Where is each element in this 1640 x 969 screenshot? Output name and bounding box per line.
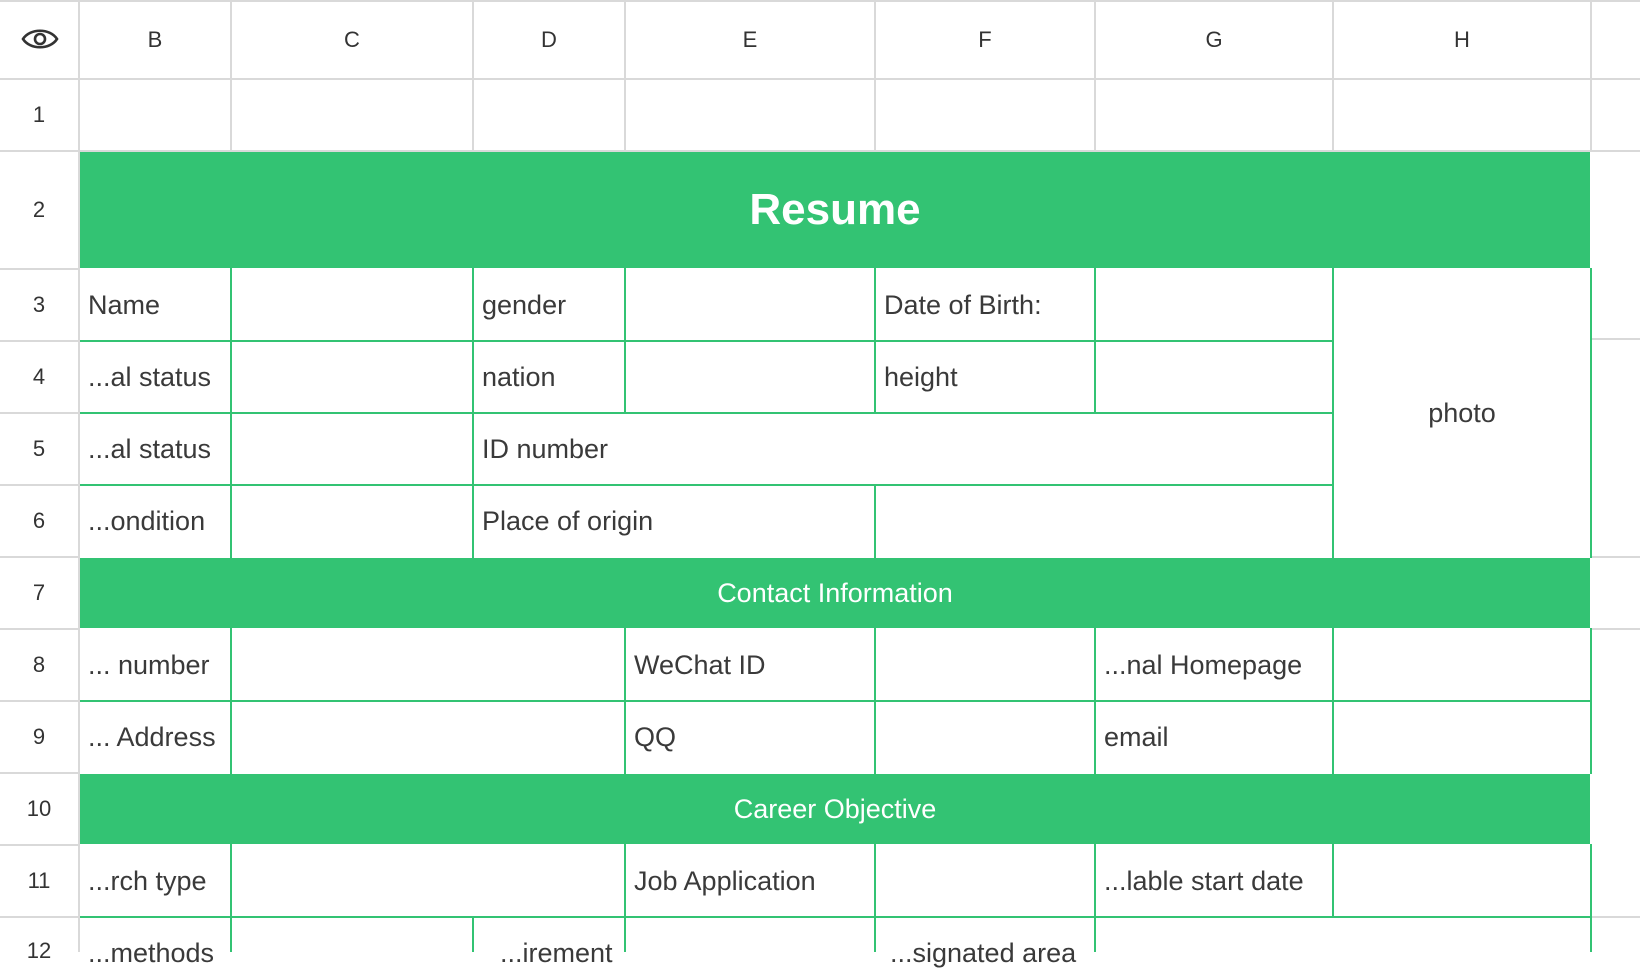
grid-line [230, 0, 232, 152]
grid-line [1332, 0, 1334, 152]
column-header-d[interactable]: D [541, 27, 557, 52]
grid-line [1590, 628, 1640, 630]
grid-line [0, 628, 80, 630]
nation-label[interactable]: nation [482, 361, 556, 392]
personal-homepage-label[interactable]: ...nal Homepage [1104, 649, 1303, 680]
table-border [1590, 628, 1592, 774]
column-header-h[interactable]: H [1454, 27, 1470, 52]
career-objective-heading: Career Objective [80, 774, 1590, 844]
table-border [230, 844, 232, 952]
table-border [230, 628, 232, 774]
row-header-12[interactable]: 12 [26, 938, 52, 963]
grid-line [624, 0, 626, 152]
table-border [874, 628, 876, 774]
job-application-label[interactable]: Job Application [634, 865, 816, 896]
row-header-3[interactable]: 3 [32, 292, 46, 317]
table-border [1332, 844, 1334, 916]
height-label[interactable]: height [884, 361, 958, 392]
political-status-label[interactable]: ...al status [88, 433, 212, 464]
grid-line [1590, 916, 1640, 918]
grid-line [472, 0, 474, 152]
grid-line [0, 700, 80, 702]
grid-line [0, 0, 1640, 2]
row-header-4[interactable]: 4 [32, 364, 46, 389]
grid-line [0, 844, 80, 846]
column-header-g[interactable]: G [1205, 27, 1223, 52]
grid-line [1094, 0, 1096, 152]
column-header-b[interactable]: B [147, 27, 163, 52]
photo-cell[interactable]: photo [1428, 397, 1496, 428]
contact-information-heading: Contact Information [80, 558, 1590, 628]
phone-number-label[interactable]: ... number [88, 649, 210, 680]
wechat-id-label[interactable]: WeChat ID [634, 649, 766, 680]
grid-line [0, 916, 80, 918]
id-number-label[interactable]: ID number [482, 433, 609, 464]
row-header-6[interactable]: 6 [32, 508, 46, 533]
gender-label[interactable]: gender [482, 289, 567, 320]
eye-icon[interactable] [20, 24, 60, 54]
grid-line [0, 772, 80, 774]
table-border [80, 412, 1334, 414]
grid-line [1590, 0, 1592, 152]
available-start-date-label[interactable]: ...lable start date [1104, 865, 1304, 896]
table-border [1332, 628, 1334, 774]
date-of-birth-label[interactable]: Date of Birth: [884, 289, 1042, 320]
column-header-e[interactable]: E [742, 27, 758, 52]
row-header-10[interactable]: 10 [26, 796, 52, 821]
address-label[interactable]: ... Address [88, 721, 216, 752]
job-search-type-label[interactable]: ...rch type [88, 865, 207, 896]
table-border [1590, 844, 1592, 952]
marital-status-label[interactable]: ...al status [88, 361, 212, 392]
column-header-f[interactable]: F [978, 27, 992, 52]
health-condition-label[interactable]: ...ondition [88, 505, 206, 536]
table-border [874, 484, 876, 558]
table-border [624, 268, 626, 414]
grid-line [0, 78, 1640, 80]
designated-area-label[interactable]: ...signated area [890, 938, 1077, 968]
table-border [80, 916, 1590, 918]
grid-line [1590, 556, 1640, 558]
grid-line [0, 340, 80, 342]
grid-line [0, 556, 80, 558]
column-header-c[interactable]: C [344, 27, 360, 52]
row-header-9[interactable]: 9 [32, 724, 46, 749]
grid-line [874, 0, 876, 152]
resume-title: Resume [80, 152, 1590, 268]
row-header-2[interactable]: 2 [32, 197, 46, 222]
grid-line [0, 412, 80, 414]
row-header-7[interactable]: 7 [32, 580, 46, 605]
table-border [230, 268, 232, 558]
row-header-8[interactable]: 8 [32, 652, 46, 677]
grid-line [0, 484, 80, 486]
row-header-11[interactable]: 11 [27, 868, 51, 893]
email-label[interactable]: email [1104, 721, 1169, 752]
grid-line [1590, 338, 1640, 340]
table-border [1094, 268, 1096, 414]
requirement-label[interactable]: ...irement [500, 938, 613, 968]
place-of-origin-label[interactable]: Place of origin [482, 505, 654, 536]
table-border [1590, 268, 1592, 558]
table-border [80, 340, 1334, 342]
row-header-5[interactable]: 5 [32, 436, 46, 461]
grid-line [0, 268, 80, 270]
row-header-1[interactable]: 1 [32, 102, 46, 127]
qq-label[interactable]: QQ [634, 721, 677, 752]
methods-label[interactable]: ...methods [88, 938, 215, 968]
name-label[interactable]: Name [88, 289, 161, 320]
